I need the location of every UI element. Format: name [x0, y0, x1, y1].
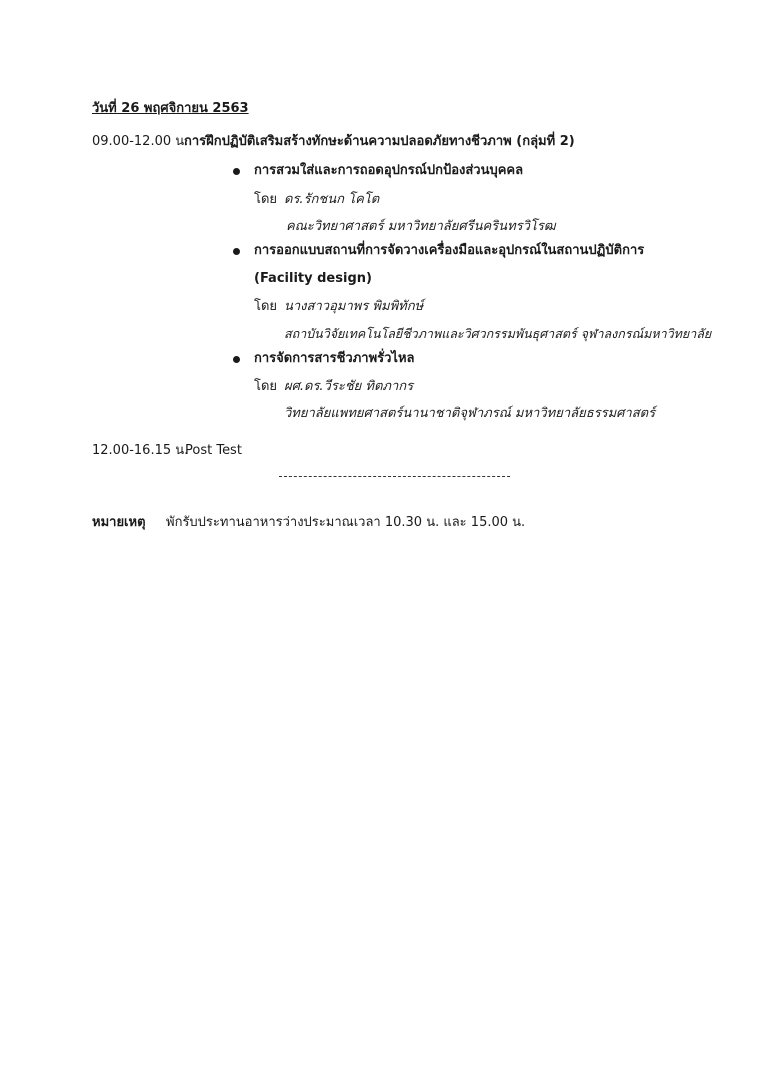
topic-title: การออกแบบสถานที่การจัดวางเครื่องมือและอุปกรณ์ในสถานปฏิบัติการ [254, 243, 645, 258]
bullet-icon [233, 356, 240, 363]
by-label: โดย [254, 379, 278, 394]
by-label: โดย [254, 192, 278, 207]
bullet-icon [233, 248, 240, 255]
topic-subtitle: (Facility design) [254, 271, 372, 286]
speaker-affiliation: สถาบันวิจัยเทคโนโลยีชีวภาพและวิศวกรรมพันธุศาสตร์ จุฬาลงกรณ์มหาวิทยาลัย [284, 326, 712, 341]
speaker-name: นางสาวอุมาพร พิมพิทักษ์ [284, 299, 424, 314]
speaker-name: ผศ.ดร.วีระชัย ทิตภากร [284, 379, 414, 394]
session-title: การฝึกปฏิบัติเสริมสร้างทักษะด้านความปลอดภัยทางชีวภาพ (กลุ่มที่ 2) [184, 134, 575, 149]
speaker-name: ดร.รักชนก โคโต [284, 192, 380, 207]
speaker-affiliation: คณะวิทยาศาสตร์ มหาวิทยาลัยศรีนครินทรวิโรฒ [286, 219, 556, 234]
speaker-affiliation: วิทยาลัยแพทยศาสตร์นานาชาติจุฬาภรณ์ มหาวิทยาลัยธรรมศาสตร์ [284, 406, 656, 421]
session-title: Post Test [185, 443, 242, 458]
topic-title: การสวมใส่และการถอดอุปกรณ์ปกป้องส่วนบุคคล [254, 163, 524, 178]
schedule-date: วันที่ 26 พฤศจิกายน 2563 [92, 101, 249, 116]
session-time: 09.00-12.00 น. [92, 134, 189, 149]
topic-title: การจัดการสารชีวภาพรั่วไหล [254, 351, 415, 366]
by-label: โดย [254, 299, 278, 314]
session-time: 12.00-16.15 น. [92, 443, 189, 458]
bullet-icon [233, 168, 240, 175]
separator-line [279, 476, 510, 477]
note-text: พักรับประทานอาหารว่างประมาณเวลา 10.30 น. และ 15.00 น. [166, 515, 526, 530]
note-label: หมายเหตุ [92, 515, 146, 530]
